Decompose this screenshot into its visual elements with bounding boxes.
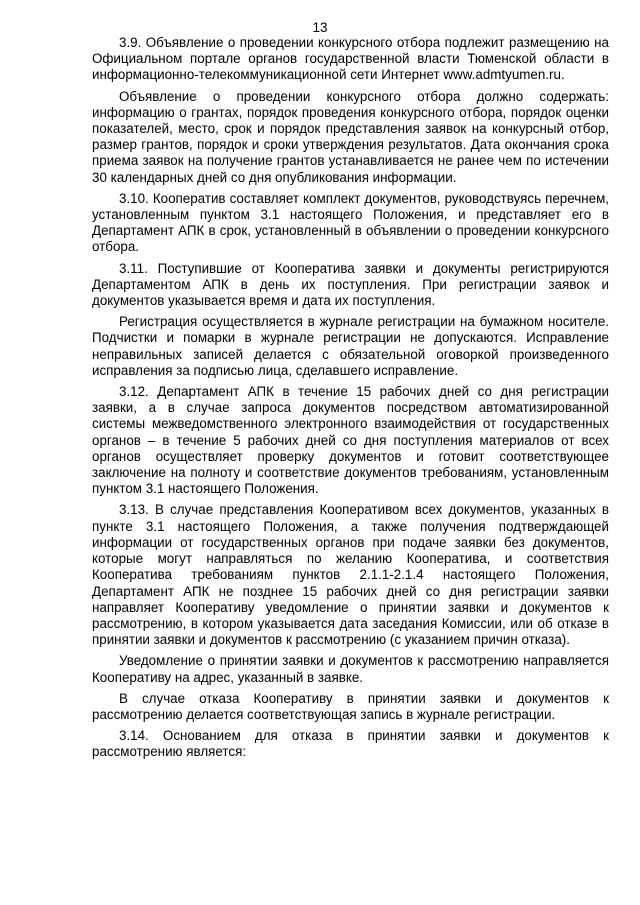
paragraph-refusal-record: В случае отказа Кооперативу в принятии заявки и документов к рассмотрению делается соответствующая запись в журнале регистрации. (92, 690, 609, 722)
paragraph-3-11: 3.11. Поступившие от Кооператива заявки и документы регистрируются Департаментом АПК в день их поступления. При регистрации заявок и документов указывается время и дата их поступления. (92, 260, 609, 309)
paragraph-notification: Уведомление о принятии заявки и документов к рассмотрению направляется Кооперативу на адрес, указанный в заявке. (92, 653, 609, 685)
paragraph-3-10: 3.10. Кооператив составляет комплект документов, руководствуясь перечнем, установленным пунктом 3.1 настоящего Положения, и представляет его в Департамент АПК в срок, установленный в объявлении о проведении конкурсного отбора. (92, 190, 609, 255)
document-body (92, 35, 609, 766)
paragraph-3-13: 3.13. В случае представления Кооперативом всех документов, указанных в пункте 3.1 настоящего Положения, а также получения подтверждающей информации от государственных органов при подаче заявки без документов, которые могут направляться по желанию Кооператива, и соответствия Кооператива требованиям пунктов 2.1.1-2.1.4 настоящего Положения, Департамент АПК не позднее 15 рабочих дней со дня регистрации заявки направляет Кооперативу уведомление о принятии заявки и документов к рассмотрению, в котором указывается дата заседания Комиссии, или об отказе в принятии заявки и документов к рассмотрению (с указанием причин отказа). (92, 502, 609, 648)
paragraph-registration: Регистрация осуществляется в журнале регистрации на бумажном носителе. Подчистки и помарки в журнале регистрации не допускаются. Исправление неправильных записей делается с обязательной оговоркой произведенного исправления за подписью лица, сделавшего исправление. (92, 314, 609, 378)
paragraph-3-14: 3.14. Основанием для отказа в принятии заявки и документов к рассмотрению является: (92, 728, 609, 760)
paragraph-announcement-content: Объявление о проведении конкурсного отбора должно содержать: информацию о грантах, порядок проведения конкурсного отбора, порядок оценки показателей, место, срок и порядок представления заявок на конкурсный отбор, размер грантов, порядок и сроки утверждения результатов. Дата окончания срока приема заявок на получение грантов устанавливается не ранее чем по истечении 30 календарных дней со дня опубликования информации. (92, 88, 609, 185)
paragraph-3-9: 3.9. Объявление о проведении конкурсного отбора подлежит размещению на Официальном портале органов государственной власти Тюменской области в информационно-телекоммуникационной сети Интернет www.admtyumen.ru. (92, 35, 609, 83)
paragraph-3-12: 3.12. Департамент АПК в течение 15 рабочих дней со дня регистрации заявки, а в случае запроса документов посредством автоматизированной системы межведомственного электронного взаимодействия от государственных органов – в течение 5 рабочих дней со дня поступления материалов от всех органов осуществляет проверку документов и готовит соответствующее заключение на полноту и соответствие документов требованиям, установленным пунктом 3.1 настоящего Положения. (92, 384, 609, 497)
page-number: 13 (312, 20, 328, 35)
